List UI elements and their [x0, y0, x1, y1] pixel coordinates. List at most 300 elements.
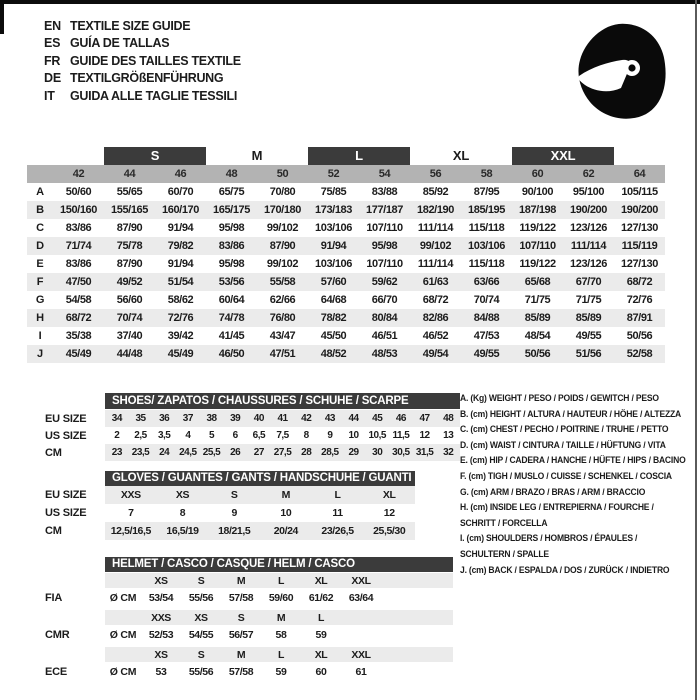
shoes-cm-cell: 27,5 [273, 447, 292, 458]
textile-cell: 55/58 [269, 276, 296, 288]
textile-cell: 99/102 [266, 222, 299, 234]
gloves-eu-cell: XXS [120, 489, 141, 501]
shoes-cm-cell: 23 [111, 447, 122, 458]
textile-cell: 66/70 [371, 294, 398, 306]
shoes-eu-values [105, 410, 460, 427]
shoes-us-cell: 10 [348, 430, 359, 441]
shoes-eu-cell: 46 [395, 413, 406, 424]
helmet-size-cell: XS [194, 611, 208, 624]
gloves-us-cell: 9 [231, 507, 237, 519]
textile-cell: 37/40 [116, 330, 143, 342]
textile-cell: 85/89 [575, 312, 602, 324]
gloves-cm-cell: 18/21,5 [218, 525, 251, 537]
textile-cell: 65/68 [524, 276, 551, 288]
textile-cell: 119/122 [519, 258, 556, 270]
shoes-cm-cell: 26 [230, 447, 241, 458]
shoes-us-cell: 13 [443, 430, 454, 441]
gloves-us-cell: 12 [383, 507, 395, 519]
textile-table-row [27, 201, 665, 219]
textile-cell: 68/72 [626, 276, 653, 288]
helmet-title-bar: HELMET / CASCO / CASQUE / HELM / CASCO [105, 557, 453, 572]
helmet-value-cell: 61 [355, 666, 367, 678]
legend-line: F. (cm) TIGH / MUSLO / CUISSE / SCHENKEL / COSCIA [460, 470, 672, 481]
helmet-size-cell: S [197, 574, 205, 587]
language-row [44, 35, 241, 53]
textile-table-row [27, 309, 665, 327]
gloves-eu-cell: S [230, 489, 238, 501]
size-group-xxl: XXL [512, 147, 614, 165]
textile-cell: 45/49 [65, 348, 92, 360]
textile-cell: 61/63 [422, 276, 449, 288]
textile-cell: 51/54 [167, 276, 194, 288]
textile-table-row [27, 237, 665, 255]
shoes-us-row [45, 427, 460, 444]
row-label: G [35, 294, 45, 306]
helmet-size-cell: XXL [351, 648, 371, 661]
textile-cell: 177/187 [366, 204, 403, 216]
shoes-cm-cell: 32 [443, 447, 454, 458]
shoes-cm-cell: 28 [301, 447, 312, 458]
textile-cell: 87/91 [626, 312, 653, 324]
textile-cell: 84/88 [473, 312, 500, 324]
legend-line: A. (Kg) WEIGHT / PESO / POIDS / GEWITCH / PESO [460, 393, 659, 403]
textile-cell: 39/42 [167, 330, 194, 342]
textile-cell: 68/72 [65, 312, 92, 324]
helmet-sizes-strip [105, 573, 453, 588]
legend-line: B. (cm) HEIGHT / ALTURA / HAUTEUR / HÖHE / ALTEZZA [460, 408, 682, 419]
textile-table-body [27, 183, 665, 363]
textile-cell: 78/82 [320, 312, 347, 324]
shoes-title-bar: SHOES/ ZAPATOS / CHAUSSURES / SCHUHE / SCARPE [105, 393, 460, 409]
language-code: ES [44, 36, 61, 51]
textile-cell: 53/56 [218, 276, 245, 288]
racing-helmet-icon [572, 22, 668, 120]
helmet-size-cell: XS [154, 574, 168, 587]
textile-cell: 105/115 [621, 186, 658, 198]
helmet-size-cell: XS [154, 648, 168, 661]
textile-cell: 127/130 [621, 258, 658, 270]
textile-cell: 57/60 [320, 276, 347, 288]
size-header-cell: 42 [72, 168, 85, 180]
textile-cell: 47/51 [269, 348, 296, 360]
textile-cell: 119/122 [519, 222, 556, 234]
shoes-eu-label: EU SIZE [45, 412, 87, 425]
legend-line: I. (cm) SHOULDERS / HOMBROS / ÉPAULES / [460, 533, 638, 544]
shoes-eu-cell: 40 [253, 413, 264, 424]
textile-table-row [27, 291, 665, 309]
size-group-xl: XL [452, 148, 470, 163]
textile-cell: 87/90 [116, 222, 143, 234]
language-title-list [44, 17, 241, 105]
shoes-us-cell: 6 [232, 430, 238, 441]
shoes-eu-cell: 45 [372, 413, 383, 424]
shoes-cm-cell: 23,5 [131, 447, 150, 458]
helmet-size-cell: M [276, 611, 286, 624]
shoes-us-cell: 7,5 [276, 430, 289, 441]
shoes-us-cell: 12 [419, 430, 430, 441]
helmet-value-row [45, 662, 453, 682]
textile-cell: 67/70 [575, 276, 602, 288]
textile-cell: 82/86 [422, 312, 449, 324]
helmet-size-cell: XL [314, 648, 328, 661]
size-group-l: L [308, 147, 410, 165]
right-border-line [695, 0, 697, 700]
textile-cell: 103/106 [315, 258, 352, 270]
textile-cell: 50/56 [626, 330, 653, 342]
textile-cell: 155/165 [111, 204, 148, 216]
shoes-cm-cell: 30,5 [392, 447, 410, 458]
gloves-us-label: US SIZE [45, 507, 87, 519]
language-title: TEXTILE SIZE GUIDE [70, 18, 191, 33]
row-label: D [36, 240, 44, 252]
gloves-cm-row [45, 522, 415, 540]
helmet-value-cell: 60 [315, 666, 327, 678]
textile-cell: 83/86 [65, 222, 92, 234]
measurement-legend [460, 391, 686, 578]
language-code: IT [44, 88, 55, 103]
size-group-m: M [251, 148, 263, 163]
helmet-value-cell: 61/62 [308, 592, 334, 604]
language-code: FR [44, 53, 61, 68]
helmet-size-cell: M [236, 574, 246, 587]
gloves-size-table [45, 471, 415, 540]
textile-cell: 99/102 [419, 240, 452, 252]
textile-cell: 68/72 [422, 294, 449, 306]
textile-cell: 63/66 [473, 276, 500, 288]
shoes-eu-cell: 39 [230, 413, 241, 424]
shoes-us-cell: 5 [208, 430, 215, 441]
size-header-cell: 58 [480, 168, 493, 180]
shoes-eu-cell: 43 [324, 413, 335, 424]
size-header-cell: 46 [174, 168, 187, 180]
textile-cell: 72/76 [167, 312, 194, 324]
textile-cell: 65/75 [218, 186, 245, 198]
size-header-cell: 64 [633, 168, 646, 180]
language-row [44, 70, 241, 88]
textile-cell: 103/106 [315, 222, 352, 234]
shoes-cm-cell: 30 [372, 447, 383, 458]
textile-cell: 103/106 [468, 240, 505, 252]
helmet-value-cell: 55/56 [188, 592, 214, 604]
legend-line: E. (cm) HIP / CADERA / HANCHE / HÜFTE / HIPS / BACINO [460, 455, 686, 466]
shoes-eu-cell: 36 [159, 413, 170, 424]
textile-cell: 50/60 [65, 186, 92, 198]
shoes-us-cell: 9 [327, 430, 333, 441]
textile-cell: 87/95 [473, 186, 500, 198]
row-label: F [36, 276, 44, 288]
shoes-us-cell: 3,5 [157, 430, 171, 441]
textile-cell: 190/200 [621, 204, 658, 216]
shoes-cm-values [105, 444, 460, 461]
textile-cell: 43/47 [269, 330, 296, 342]
textile-cell: 56/60 [116, 294, 143, 306]
helmet-unit-label: Ø CM [109, 592, 137, 604]
helmet-standard-label: FIA [45, 592, 63, 604]
helmet-size-cell: XXL [351, 574, 371, 587]
textile-cell: 44/48 [116, 348, 143, 360]
legend-line: SCHULTERN / SPALLE [460, 548, 549, 559]
language-code: DE [44, 71, 61, 86]
shoes-eu-cell: 48 [443, 413, 454, 424]
shoes-size-table [45, 393, 460, 461]
helmet-value-cell: 58 [275, 629, 287, 641]
textile-cell: 123/126 [570, 222, 607, 234]
helmet-section [45, 573, 453, 608]
helmet-size-cell: XXS [151, 611, 171, 624]
textile-cell: 50/56 [524, 348, 551, 360]
helmet-section [45, 647, 453, 682]
shoes-eu-cell: 47 [419, 413, 430, 424]
shoes-eu-cell: 44 [348, 413, 359, 424]
textile-cell: 71/75 [575, 294, 602, 306]
helmet-size-cell: S [197, 648, 205, 661]
shoes-cm-cell: 28,5 [321, 447, 339, 458]
textile-size-table [27, 140, 665, 363]
shoes-eu-cell: 37 [182, 413, 193, 424]
textile-cell: 87/90 [116, 258, 143, 270]
textile-table-row [27, 273, 665, 291]
textile-cell: 115/118 [468, 222, 505, 234]
textile-cell: 115/119 [621, 240, 658, 252]
textile-cell: 45/50 [320, 330, 347, 342]
helmet-sections [45, 573, 453, 682]
textile-cell: 107/110 [366, 258, 403, 270]
textile-table-row [27, 183, 665, 201]
textile-cell: 75/78 [116, 240, 143, 252]
gloves-title-bar: GLOVES / GUANTES / GANTS / HANDSCHUHE / GUANTI [105, 471, 415, 486]
textile-cell: 60/64 [218, 294, 245, 306]
textile-cell: 49/54 [422, 348, 449, 360]
textile-cell: 46/51 [371, 330, 398, 342]
textile-cell: 70/74 [473, 294, 500, 306]
textile-cell: 95/100 [572, 186, 605, 198]
language-title: TEXTILGRÖßENFÜHRUNG [70, 71, 224, 86]
gloves-eu-cell: XS [175, 489, 190, 501]
textile-cell: 170/180 [264, 204, 301, 216]
legend-line: H. (cm) INSIDE LEG / ENTREPIERNA / FOURCHE / [460, 502, 654, 513]
textile-cell: 35/38 [65, 330, 92, 342]
textile-cell: 95/98 [218, 222, 245, 234]
helmet-size-cell: S [237, 611, 245, 624]
shoes-us-cell: 6,5 [252, 430, 266, 441]
helmet-value-cell: 54/55 [188, 629, 214, 641]
textile-cell: 95/98 [218, 258, 245, 270]
row-label: A [36, 186, 44, 198]
textile-cell: 79/82 [167, 240, 194, 252]
textile-cell: 83/86 [65, 258, 92, 270]
textile-cell: 47/50 [65, 276, 92, 288]
helmet-sizes-strip [105, 610, 453, 625]
size-header-cell: 60 [531, 168, 544, 180]
language-code: EN [44, 18, 61, 33]
textile-cell: 187/198 [519, 204, 556, 216]
textile-cell: 95/98 [371, 240, 398, 252]
gloves-us-cell: 10 [280, 507, 292, 519]
textile-cell: 111/114 [417, 222, 454, 234]
gloves-cm-cell: 20/24 [273, 525, 298, 537]
textile-cell: 160/170 [162, 204, 199, 216]
textile-table-row [27, 219, 665, 237]
gloves-us-cell: 8 [179, 507, 186, 519]
gloves-cm-cell: 12,5/16,5 [110, 525, 151, 537]
row-label: B [36, 204, 44, 216]
textile-cell: 74/78 [218, 312, 245, 324]
shoes-cm-cell: 29 [348, 447, 359, 458]
legend-line: D. (cm) WAIST / CINTURA / TAILLE / HÜFTUNG / VITA [460, 439, 666, 450]
helmet-unit-label: Ø CM [109, 629, 137, 641]
shoes-us-values [105, 427, 460, 444]
shoes-cm-row [45, 444, 460, 461]
helmet-size-cell: L [277, 574, 284, 587]
helmet-section [45, 610, 453, 645]
textile-cell: 71/75 [524, 294, 551, 306]
textile-cell: 99/102 [266, 258, 299, 270]
shoes-cm-cell: 24,5 [179, 447, 197, 458]
helmet-value-cell: 63/64 [348, 592, 374, 604]
textile-cell: 127/130 [621, 222, 658, 234]
gloves-cm-cell: 23/26,5 [321, 525, 354, 537]
size-header-row [27, 165, 665, 183]
language-title: GUIDE DES TAILLES TEXTILE [70, 53, 241, 68]
textile-cell: 51/56 [575, 348, 602, 360]
textile-cell: 48/53 [371, 348, 398, 360]
language-row [44, 17, 241, 35]
gloves-us-row [45, 504, 415, 522]
legend-line: J. (cm) BACK / ESPALDA / DOS / ZURÜCK / INDIETRO [460, 564, 670, 575]
helmet-value-cell: 53/54 [148, 592, 174, 604]
helmet-value-cell: 57/58 [228, 666, 254, 678]
textile-cell: 54/58 [65, 294, 92, 306]
textile-cell: 49/55 [473, 348, 500, 360]
textile-cell: 107/110 [519, 240, 556, 252]
textile-cell: 46/52 [422, 330, 449, 342]
shoes-cm-cell: 31,5 [415, 447, 434, 458]
gloves-cm-values [105, 522, 415, 540]
textile-cell: 83/88 [371, 186, 398, 198]
textile-cell: 45/49 [167, 348, 194, 360]
shoes-eu-cell: 34 [111, 413, 122, 424]
textile-cell: 72/76 [626, 294, 653, 306]
textile-cell: 90/100 [521, 186, 554, 198]
shoes-cm-cell: 25,5 [202, 447, 221, 458]
size-group-header [27, 140, 665, 165]
textile-cell: 91/94 [320, 240, 347, 252]
row-label: H [36, 312, 44, 324]
shoes-us-cell: 8 [303, 430, 309, 441]
language-row [44, 87, 241, 105]
language-title: GUIDA ALLE TAGLIE TESSILI [70, 88, 238, 103]
left-border-bar [0, 0, 4, 34]
size-header-cell: 48 [225, 168, 238, 180]
size-header-cell: 52 [327, 168, 340, 180]
shoes-us-cell: 2 [114, 430, 120, 441]
helmet-value-cell: 59/60 [268, 592, 294, 604]
shoes-us-cell: 10,5 [368, 430, 386, 441]
helmet-unit-label: Ø CM [109, 666, 137, 678]
textile-table-row [27, 345, 665, 363]
textile-cell: 107/110 [366, 222, 403, 234]
size-header-cell: 50 [276, 168, 289, 180]
textile-cell: 165/175 [213, 204, 250, 216]
textile-cell: 80/84 [371, 312, 398, 324]
gloves-cm-label: CM [45, 525, 62, 537]
helmet-value-cell: 56/57 [228, 629, 254, 641]
textile-cell: 70/80 [269, 186, 296, 198]
textile-cell: 49/52 [116, 276, 143, 288]
textile-cell: 60/70 [167, 186, 194, 198]
helmet-standard-label: ECE [45, 666, 68, 678]
textile-cell: 185/195 [468, 204, 505, 216]
gloves-eu-row [45, 486, 415, 504]
helmet-value-cell: 55/56 [188, 666, 214, 678]
textile-table-row [27, 327, 665, 345]
size-header-cell: 56 [429, 168, 442, 180]
textile-cell: 83/86 [218, 240, 245, 252]
textile-cell: 173/183 [315, 204, 352, 216]
textile-cell: 91/94 [167, 222, 194, 234]
textile-cell: 85/92 [422, 186, 449, 198]
textile-cell: 62/66 [269, 294, 296, 306]
helmet-value-row [45, 625, 453, 645]
textile-cell: 48/54 [524, 330, 551, 342]
helmet-size-cell: L [317, 611, 324, 624]
textile-cell: 46/50 [218, 348, 245, 360]
language-row [44, 52, 241, 70]
textile-cell: 87/90 [269, 240, 296, 252]
gloves-eu-cell: M [281, 489, 291, 501]
language-title: GUÍA DE TALLAS [70, 36, 170, 51]
shoes-cm-cell: 24 [159, 447, 170, 458]
gloves-eu-cell: L [334, 489, 341, 501]
row-label: J [37, 348, 43, 360]
gloves-cm-cell: 25,5/30 [373, 525, 406, 537]
helmet-size-table [45, 557, 453, 684]
textile-cell: 123/126 [570, 258, 607, 270]
textile-cell: 41/45 [218, 330, 245, 342]
helmet-value-cell: 52/53 [148, 629, 174, 641]
textile-cell: 182/190 [417, 204, 454, 216]
row-label: E [36, 258, 44, 270]
textile-cell: 55/65 [116, 186, 143, 198]
row-label: C [36, 222, 44, 234]
shoes-eu-cell: 35 [135, 413, 146, 424]
gloves-us-cell: 7 [128, 507, 134, 519]
textile-cell: 190/200 [570, 204, 607, 216]
helmet-size-cell: M [236, 648, 246, 661]
row-label: I [38, 330, 42, 342]
size-group-s: S [104, 147, 206, 165]
textile-cell: 49/55 [575, 330, 602, 342]
helmet-size-cell: L [277, 648, 284, 661]
gloves-eu-cell: XL [382, 489, 396, 501]
shoes-eu-cell: 42 [301, 413, 312, 424]
shoes-eu-row [45, 410, 460, 427]
legend-line: SCHRITT / FORCELLA [460, 517, 548, 528]
textile-table-row [27, 255, 665, 273]
textile-cell: 75/85 [320, 186, 347, 198]
textile-cell: 71/74 [65, 240, 92, 252]
size-header-cell: 44 [123, 168, 136, 180]
textile-cell: 48/52 [320, 348, 347, 360]
textile-cell: 111/114 [570, 240, 607, 252]
shoes-us-cell: 4 [185, 430, 191, 441]
textile-cell: 47/53 [473, 330, 500, 342]
shoes-us-cell: 2,5 [134, 430, 147, 441]
helmet-value-cell: 59 [315, 629, 327, 641]
shoes-us-label: US SIZE [45, 429, 87, 442]
shoes-eu-cell: 38 [206, 413, 217, 424]
gloves-us-cell: 11 [332, 507, 343, 519]
